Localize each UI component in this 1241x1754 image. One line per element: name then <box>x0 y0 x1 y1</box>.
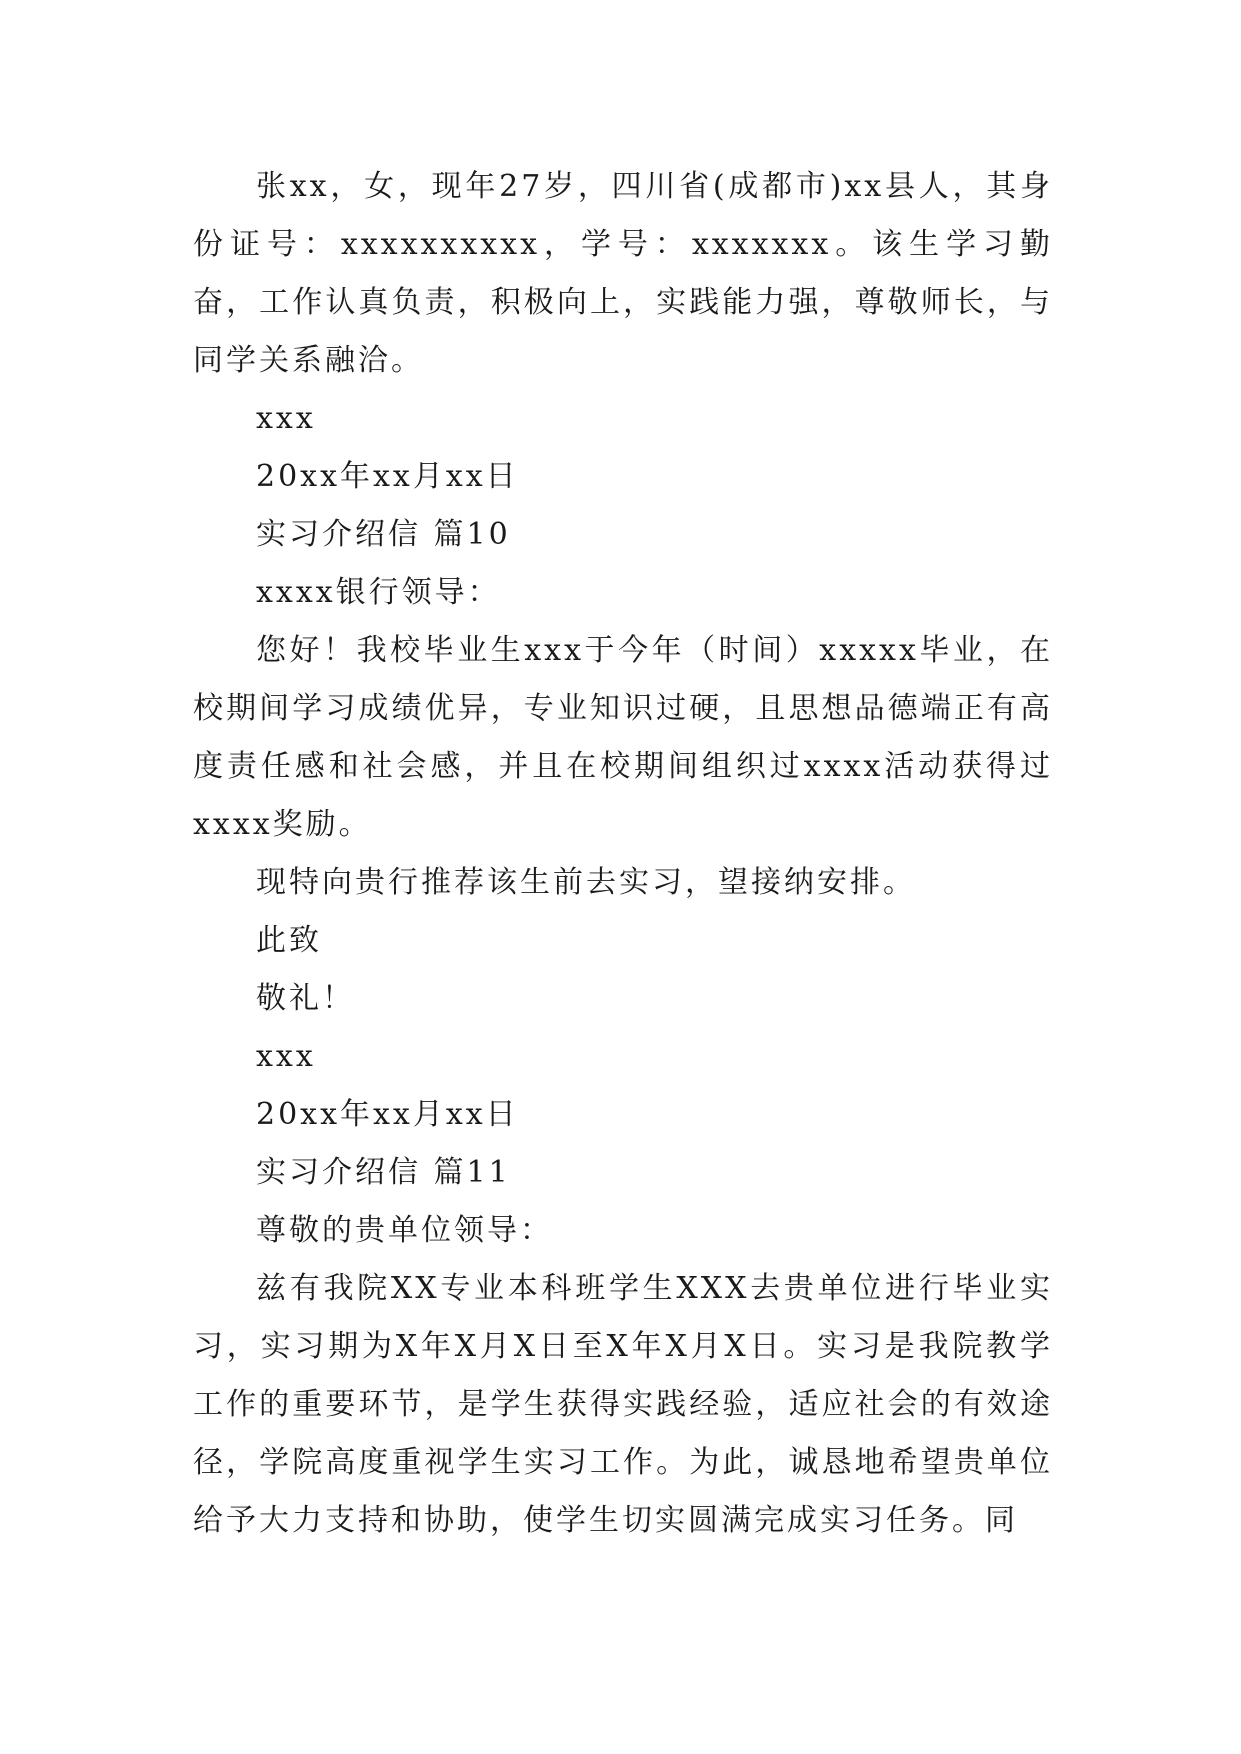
signature-date: 20xx年xx月xx日 <box>256 459 519 494</box>
paragraph-internship-request: 兹有我院XX专业本科班学生XXX去贵单位进行毕业实习，实习期为X年X月X日至X年X月X日。实习是我院教学工作的重要环节，是学生获得实践经验，适应社会的有效途径，学院高度重视学生实习工作。为此，诚恳地希望贵单位给予大力支持和协助，使学生切实圆满完成实习任务。同 <box>193 1271 1053 1538</box>
salutation-unit: 尊敬的贵单位领导： <box>256 1213 553 1248</box>
signature-name: xxx <box>256 401 316 436</box>
signature-date-2: 20xx年xx月xx日 <box>256 1097 519 1132</box>
paragraph-recommendation: 您好！我校毕业生xxx于今年（时间）xxxxx毕业，在校期间学习成绩优异，专业知识过硬，且思想品德端正有高度责任感和社会感，并且在校期间组织过xxxx活动获得过xxxx奖励。 <box>193 633 1053 842</box>
document-body <box>193 158 1053 1550</box>
closing-salute: 敬礼！ <box>256 981 355 1016</box>
paragraph-student-info: 张xx，女，现年27岁，四川省(成都市)xx县人，其身份证号：xxxxxxxxxx，学号：xxxxxxx。该生学习勤奋，工作认真负责，积极向上，实践能力强，尊敬师长，与同学关系融洽。 <box>193 169 1053 378</box>
section-title-10: 实习介绍信 篇10 <box>256 517 511 552</box>
closing-phrase: 此致 <box>256 923 322 958</box>
paragraph-request: 现特向贵行推荐该生前去实习，望接纳安排。 <box>256 865 916 900</box>
section-title-11: 实习介绍信 篇11 <box>256 1155 511 1190</box>
salutation-bank: xxxx银行领导： <box>256 575 501 610</box>
signature-name-2: xxx <box>256 1039 316 1074</box>
